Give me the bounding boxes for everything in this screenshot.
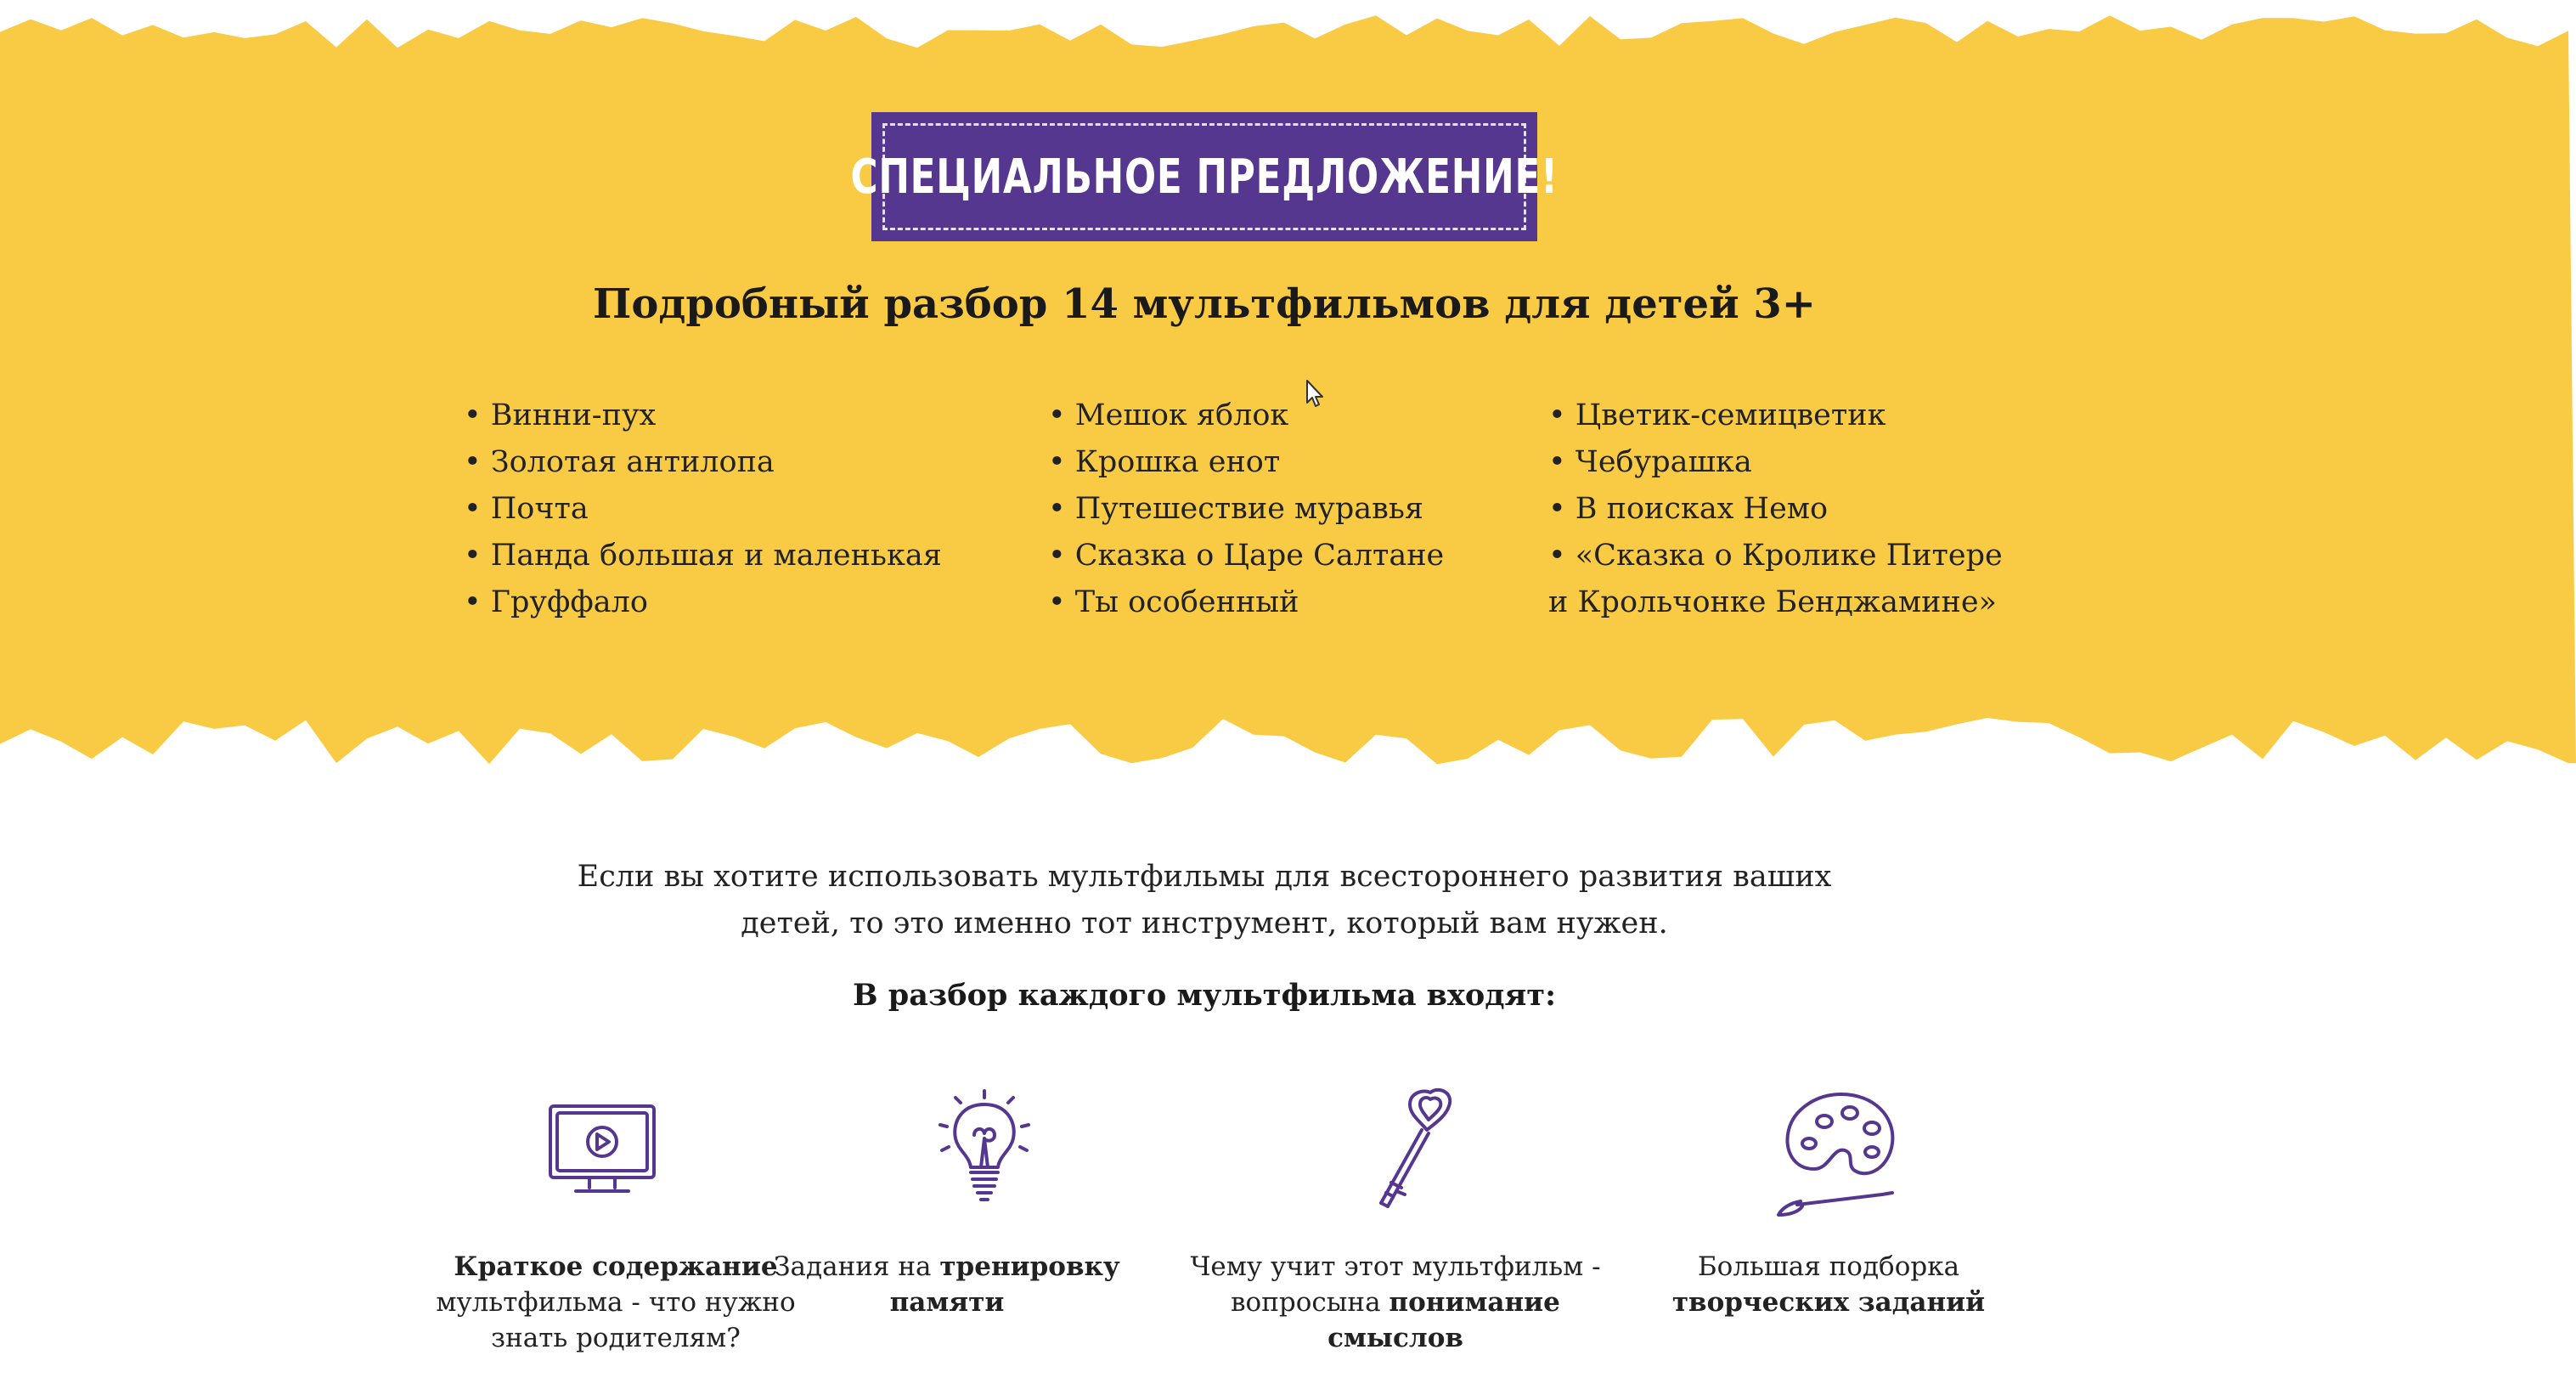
- list-item: • В поисках Немо: [1548, 492, 1829, 526]
- feature-bold: творческих заданий: [1671, 1287, 1986, 1318]
- list-item: • Винни-пух: [464, 398, 657, 432]
- feature-bold: Краткое содержание: [454, 1251, 778, 1282]
- cartoon-list-col-3: [1548, 393, 2003, 626]
- feature-meaning: [1175, 1249, 1616, 1356]
- list-item: • «Сказка о Кролике Питере: [1548, 539, 2003, 573]
- feature-text: мультфильма - что нужно знать родителям?: [436, 1287, 796, 1353]
- intro-line: детей, то это именно тот инструмент, который вам нужен.: [741, 906, 1668, 940]
- list-item: • Груффало: [464, 585, 648, 619]
- list-item: • Мешок яблок: [1048, 398, 1289, 432]
- intro-paragraph: [0, 854, 2409, 947]
- list-item: • Сказка о Царе Салтане: [1048, 539, 1445, 573]
- cartoon-list-col-1: [464, 393, 942, 626]
- feature-text: Большая подборка: [1697, 1251, 1960, 1282]
- heart-key-icon: [1357, 1087, 1463, 1218]
- list-item: • Путешествие муравья: [1048, 492, 1423, 526]
- feature-creative: [1608, 1249, 2049, 1320]
- list-item: • Крошка енот: [1048, 445, 1281, 479]
- list-item: • Ты особенный: [1048, 585, 1299, 619]
- list-item: • Чебурашка: [1548, 445, 1752, 479]
- page-title: Подробный разбор 14 мультфильмов для детей 3+: [592, 280, 1817, 328]
- list-item: • Цветик-семицветик: [1548, 398, 1886, 432]
- intro-line: Если вы хотите использовать мультфильмы для всестороннего развития ваших: [577, 860, 1832, 894]
- section-subtitle: В разбор каждого мультфильма входят:: [852, 978, 1557, 1013]
- feature-memory: [769, 1249, 1125, 1320]
- badge-dashed-border: [850, 123, 1559, 230]
- paint-palette-icon: [1773, 1087, 1901, 1227]
- list-item: • Панда большая и маленькая: [464, 539, 942, 573]
- feature-text: Чему учит этот мультфильм - вопросына: [1190, 1251, 1601, 1318]
- cartoon-list-col-2: [1048, 393, 1444, 626]
- feature-bold: тренировку памяти: [889, 1251, 1120, 1318]
- lightbulb-icon: [932, 1087, 1037, 1218]
- badge-label: СПЕЦИАЛЬНОЕ ПРЕДЛОЖЕНИЕ!: [850, 149, 1559, 205]
- list-item: • Почта: [464, 492, 589, 526]
- feature-text: Задания на: [774, 1251, 940, 1282]
- feature-bold: понимание смыслов: [1327, 1287, 1560, 1353]
- mouse-cursor-icon: [1305, 379, 1324, 408]
- special-offer-badge: [850, 112, 1559, 241]
- list-item: • Золотая антилопа: [464, 445, 775, 479]
- list-item: и Крольчонке Бенджамине»: [1548, 585, 1997, 619]
- tv-play-icon: [544, 1087, 659, 1210]
